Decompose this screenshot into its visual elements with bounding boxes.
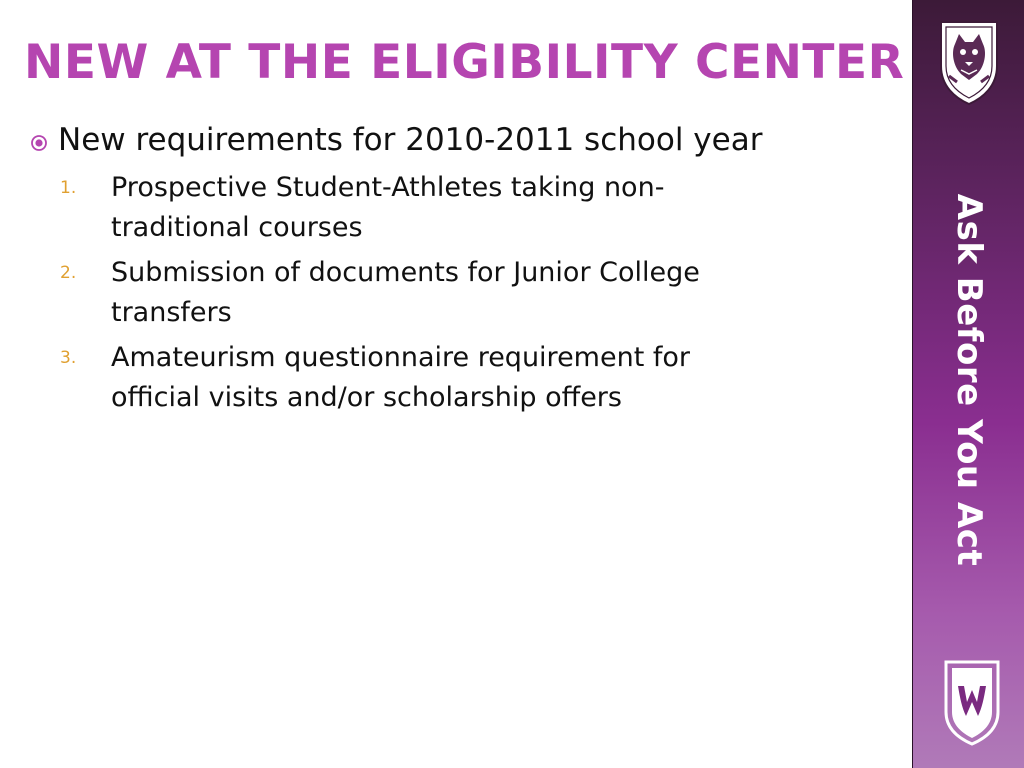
list-item [28,168,888,248]
w-shield-icon [942,658,1002,748]
list-item-number: 3. [60,348,77,368]
sidebar-tagline: Ask Before You Act [949,193,989,567]
sidebar [912,0,1024,768]
list-item-text: Prospective Student-Athletes taking non-traditional courses [111,172,665,243]
wildcat-shield-icon [935,16,1003,108]
circle-bullet-icon [30,134,48,152]
bullet-item [28,120,888,160]
numbered-list [28,168,888,418]
list-item [28,253,888,333]
bullet-text: New requirements for 2010-2011 school year [58,122,763,158]
slide-title: NEW AT THE ELIGIBILITY CENTER [24,35,905,90]
list-item [28,338,888,418]
list-item-text: Submission of documents for Junior College transfers [111,257,700,328]
slide-content [28,120,888,423]
list-item-text: Amateurism questionnaire requirement for official visits and/or scholarship offers [111,342,690,413]
list-item-number: 1. [60,178,77,198]
list-item-number: 2. [60,263,77,283]
